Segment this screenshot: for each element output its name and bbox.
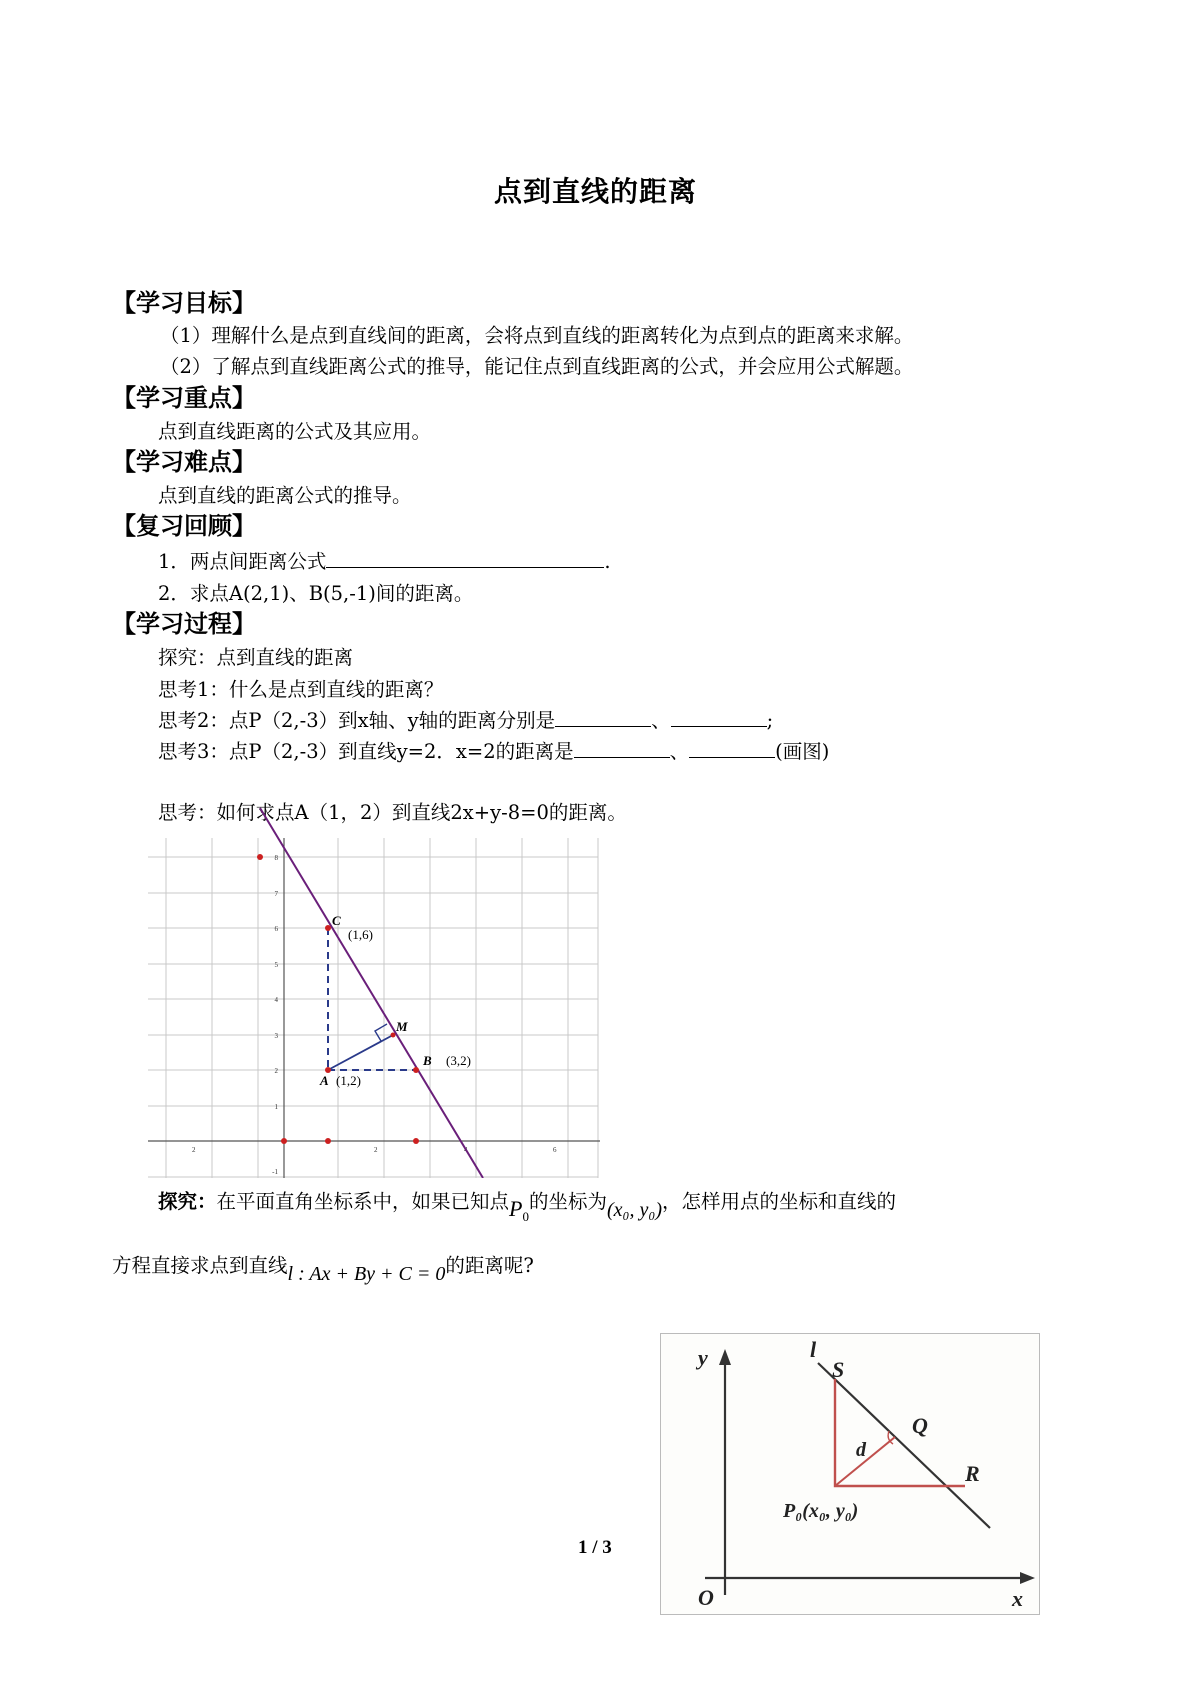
think-2-suffix: ; — [766, 709, 774, 732]
p0-coordinate: (x₀, y₀) — [607, 1199, 662, 1221]
page-number: 1 / 3 — [578, 1537, 612, 1558]
answer-blank[interactable] — [326, 549, 604, 568]
answer-blank[interactable] — [689, 739, 775, 758]
process-heading: 【学习过程】 — [112, 610, 256, 638]
p0-symbol — [509, 1196, 529, 1224]
label-S: S — [832, 1357, 845, 1382]
inquiry-label: 探究： — [158, 1190, 217, 1213]
difficulty-text: 点到直线的距离公式的推导。 — [158, 484, 412, 507]
line-2x-y-8 — [260, 808, 483, 1178]
p0-subscript: 0 — [522, 1209, 529, 1224]
x-tick-label: 2 — [374, 1146, 378, 1154]
label-A-coord: (1,2) — [336, 1073, 361, 1088]
answer-blank[interactable] — [555, 708, 651, 727]
x-tick-label: 2 — [192, 1146, 196, 1154]
y-tick-label: 5 — [274, 961, 278, 969]
label-B-coord: (3,2) — [446, 1053, 471, 1068]
y-tick-label: 6 — [274, 925, 278, 933]
label-A: A — [320, 1073, 329, 1088]
p0-letter: P — [509, 1196, 523, 1221]
y-tick-label: 8 — [274, 854, 278, 862]
point-y-intercept — [257, 854, 263, 860]
answer-blank[interactable] — [671, 708, 767, 727]
review-item-1 — [158, 546, 611, 574]
point-x1 — [325, 1138, 331, 1144]
y-tick-label: 4 — [274, 996, 278, 1004]
review-item-1-suffix: . — [604, 550, 611, 573]
think-2-text: 思考2：点P（2,-3）到x轴、y轴的距离分别是 — [158, 709, 556, 732]
inquiry-text-e: 的距离呢? — [445, 1254, 534, 1277]
point-x3 — [413, 1138, 419, 1144]
think-3-separator: 、 — [669, 740, 690, 763]
review-heading: 【复习回顾】 — [112, 512, 256, 540]
derivation-figure — [660, 1333, 1040, 1615]
label-l: l — [810, 1337, 817, 1362]
think-3-suffix: (画图) — [775, 740, 830, 763]
y-tick-label: 7 — [274, 890, 278, 898]
label-C-coord: (1,6) — [348, 927, 373, 942]
think-3 — [158, 736, 829, 764]
label-d: d — [856, 1439, 866, 1461]
grid — [148, 838, 598, 1178]
label-P0: P₀(x₀, y₀) — [783, 1500, 859, 1522]
answer-blank[interactable] — [574, 739, 670, 758]
think-4: 思考：如何求点A（1，2）到直线2x+y-8=0的距离。 — [158, 801, 627, 824]
inquiry-text-c: ，怎样用点的坐标和直线的 — [661, 1190, 896, 1213]
key-point-text: 点到直线距离的公式及其应用。 — [158, 420, 432, 443]
inquiry-line-2 — [112, 1250, 534, 1285]
label-B: B — [423, 1053, 432, 1068]
difficulty-heading: 【学习难点】 — [112, 448, 256, 476]
point-origin — [281, 1138, 287, 1144]
label-M: M — [396, 1019, 408, 1034]
label-C: C — [332, 913, 341, 928]
y-tick-label: 2 — [274, 1067, 278, 1075]
document-title: 点到直线的距离 — [493, 175, 697, 208]
coordinate-labels — [336, 927, 471, 1088]
y-tick-label: 1 — [274, 1103, 278, 1111]
x-tick-label: 6 — [553, 1146, 557, 1154]
inquiry-text-b: 的坐标为 — [528, 1190, 607, 1213]
think-2 — [158, 705, 773, 733]
think-2-separator: 、 — [651, 709, 671, 732]
y-tick-label: 3 — [274, 1032, 278, 1040]
review-item-1-text: 1．两点间距离公式 — [158, 550, 327, 573]
inquiry-text-d: 方程直接求点到直线 — [112, 1254, 288, 1277]
objective-item-2: （2）了解点到直线距离公式的推导，能记住点到直线距离的公式，并会应用公式解题。 — [160, 355, 914, 378]
point-C — [325, 925, 331, 931]
label-R: R — [965, 1461, 980, 1486]
label-x: x — [1012, 1586, 1023, 1611]
review-item-2: 2．求点A(2,1)、B(5,-1)间的距离。 — [158, 582, 474, 605]
line-equation: l : Ax + By + C = 0 — [287, 1263, 446, 1285]
objectives-heading: 【学习目标】 — [112, 289, 256, 317]
objective-item-1: （1）理解什么是点到直线间的距离，会将点到直线的距离转化为点到点的距离来求解。 — [160, 324, 914, 347]
tick-labels — [192, 854, 557, 1176]
explore-line: 探究：点到直线的距离 — [158, 646, 354, 669]
point-B — [413, 1067, 419, 1073]
think-3-text: 思考3：点P（2,-3）到直线y=2．x=2的距离是 — [158, 740, 574, 763]
coordinate-figure — [148, 798, 608, 1178]
label-O: O — [698, 1585, 714, 1610]
inquiry-text-a: 在平面直角坐标系中，如果已知点 — [216, 1190, 510, 1213]
y-tick-label: -1 — [272, 1168, 278, 1176]
label-y: y — [698, 1345, 708, 1370]
point-M — [391, 1033, 396, 1038]
inquiry-line-1 — [158, 1186, 896, 1224]
label-Q: Q — [912, 1413, 928, 1438]
key-point-heading: 【学习重点】 — [112, 384, 256, 412]
think-1: 思考1：什么是点到直线的距离？ — [158, 678, 444, 701]
